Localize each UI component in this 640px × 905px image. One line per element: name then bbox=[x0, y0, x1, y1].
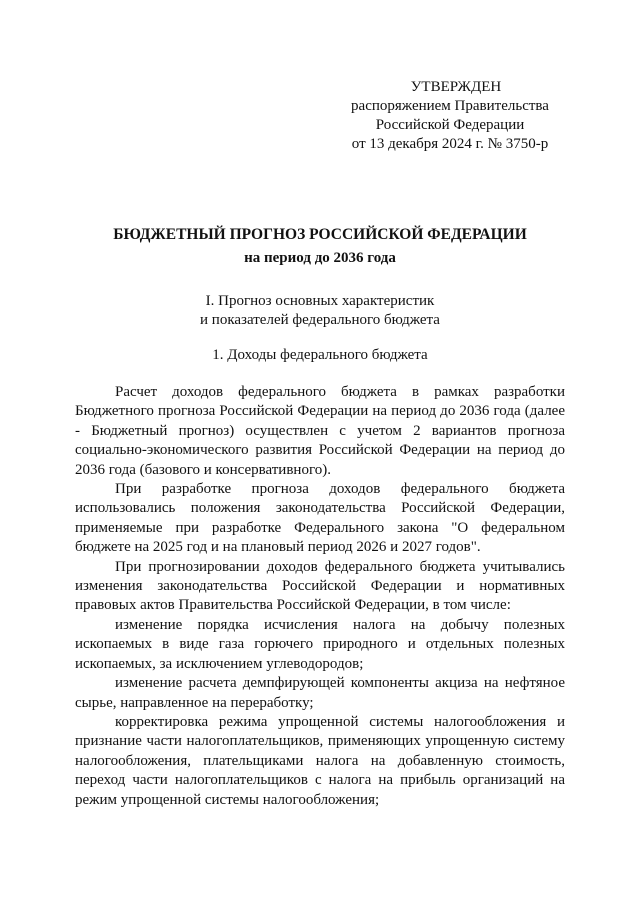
approval-line-1: распоряжением Правительства bbox=[351, 98, 549, 114]
paragraph: Расчет доходов федерального бюджета в рамках разработки Бюджетного прогноза Российской Федерации на период до 2036 года (далее - Бюджетный прогноз) осуществлен с учетом 2 вариантов прогноза социально-экономического развития Российской Федерации на период до 2036 года (базового и консервативного). bbox=[75, 384, 565, 478]
document-body bbox=[75, 383, 565, 810]
paragraph: При разработке прогноза доходов федерального бюджета использовались положения законодательства Российской Федерации, применяемые при разработке Федерального закона "О федеральном бюджете на 2025 год и на плановый период 2026 и 2027 годов". bbox=[75, 481, 565, 556]
section-heading-line-2: и показателей федерального бюджета bbox=[200, 312, 440, 328]
approval-stamp bbox=[340, 78, 560, 154]
paragraph: изменение порядка исчисления налога на добычу полезных ископаемых в виде газа горючего природного и отдельных полезных ископаемых, за исключением углеводородов; bbox=[75, 616, 565, 672]
document-subtitle: на период до 2036 года bbox=[244, 250, 396, 266]
approval-line-3: от 13 декабря 2024 г. № 3750-р bbox=[351, 136, 549, 152]
approval-line-2: Российской Федерации bbox=[375, 117, 525, 133]
section-heading bbox=[0, 292, 640, 330]
paragraph: корректировка режима упрощенной системы налогообложения и признание части налогоплательщиков, применяющих упрощенную систему налогообложения, плательщиками налога на добавленную стоимость, переход части налогоплательщиков с налога на прибыль организаций на режим упрощенной системы налогообложения; bbox=[75, 713, 565, 808]
section-heading-line-1: I. Прогноз основных характеристик bbox=[205, 293, 435, 309]
approval-heading: УТВЕРЖДЕН bbox=[410, 79, 502, 95]
paragraph: изменение расчета демпфирующей компоненты акциза на нефтяное сырье, направленное на переработку; bbox=[75, 675, 565, 711]
subsection-heading: 1. Доходы федерального бюджета bbox=[212, 347, 428, 363]
document-title: БЮДЖЕТНЫЙ ПРОГНОЗ РОССИЙСКОЙ ФЕДЕРАЦИИ bbox=[113, 226, 527, 243]
paragraph: При прогнозировании доходов федерального бюджета учитывались изменения законодательства Российской Федерации и нормативных правовых актов Правительства Российской Федерации, в том числе: bbox=[75, 558, 565, 614]
